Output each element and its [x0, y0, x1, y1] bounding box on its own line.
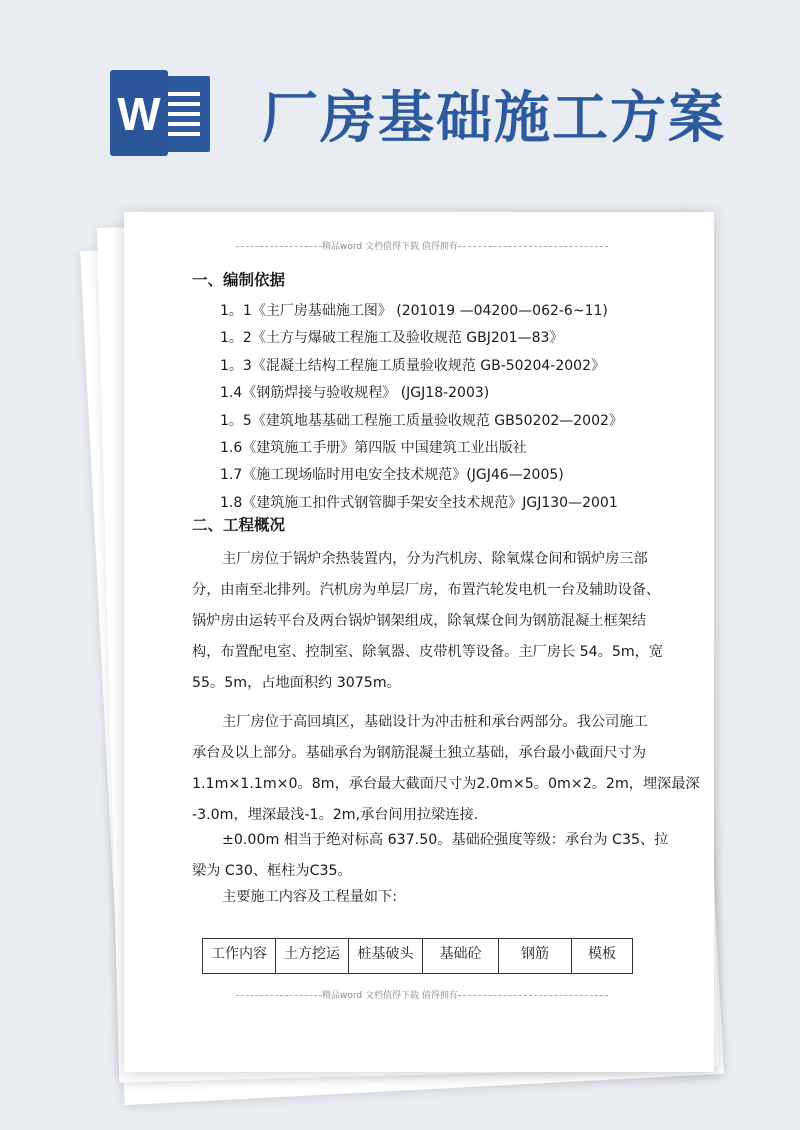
page-header [236, 239, 608, 252]
paragraph-line: 承台及以上部分。基础承台为钢筋混凝土独立基础，承台最小截面尺寸为 [192, 745, 647, 761]
paragraph-line: 主厂房位于高回填区，基础设计为冲击桩和承台两部分。我公司施工 [222, 714, 648, 730]
paragraph-line: 分，由南至北排列。汽机房为单层厂房，布置汽轮发电机一台及辅助设备、 [192, 582, 661, 598]
table-header-cell: 模板 [572, 939, 633, 974]
table-header-cell: 基础砼 [423, 939, 499, 974]
table-header-cell: 桩基破头 [349, 939, 423, 974]
quantity-table [202, 938, 633, 974]
reference-item: 1。5《建筑地基基础工程施工质量验收规范 GB50202—2002》 [220, 412, 623, 429]
overview-paragraph-1 [192, 544, 664, 699]
document-title: 厂房基础施工方案 [262, 85, 726, 151]
overview-paragraph-2 [192, 707, 700, 831]
reference-item: 1.6《建筑施工手册》第四版 中国建筑工业出版社 [220, 439, 527, 456]
paragraph-line: 构，布置配电室、控制室、除氧器、皮带机等设备。主厂房长 54。5m，宽 [192, 644, 664, 660]
reference-item: 1.7《施工现场临时用电安全技术规范》(JGJ46—2005) [220, 467, 564, 484]
reference-item: 1.4《钢筋焊接与验收规程》 (JGJ18-2003) [220, 385, 490, 402]
section-heading-overview: 二、工程概况 [192, 516, 286, 534]
word-doc-icon [110, 70, 212, 156]
table-header-cell: 工作内容 [203, 939, 276, 974]
table-header-cell: 土方挖运 [276, 939, 349, 974]
paragraph-line: 主要施工内容及工程量如下: [222, 889, 398, 905]
table-row [203, 939, 633, 974]
paragraph-line: 55。5m，占地面积约 3075m。 [192, 675, 401, 691]
reference-list [220, 301, 623, 520]
reference-item: 1。2《土方与爆破工程施工及验收规范 GBJ201—83》 [220, 330, 564, 347]
page-footer-text: 精品word 文档值得下载 值得拥有 [322, 991, 458, 1001]
word-letter: W [117, 88, 161, 140]
page-header-text: 精品word 文档值得下载 值得拥有 [322, 242, 458, 252]
paragraph-line: -3.0m，埋深最浅-1。2m,承台间用拉梁连接. [192, 807, 479, 823]
reference-item: 1.8《建筑施工扣件式钢管脚手架安全技术规范》JGJ130—2001 [220, 494, 618, 511]
paragraph-line: 1.1m×1.1m×0。8m，承台最大截面尺寸为2.0m×5。0m×2。2m，埋深最深 [192, 776, 700, 792]
document-page [124, 212, 714, 1072]
paragraph-line: 锅炉房由运转平台及两台锅炉钢架组成，除氧煤仓间为钢筋混凝土框架结 [192, 613, 647, 629]
overview-paragraph-4 [192, 882, 636, 913]
page-footer [236, 988, 608, 1001]
paragraph-line: 主厂房位于锅炉余热装置内，分为汽机房、除氧煤仓间和锅炉房三部 [222, 551, 648, 567]
paragraph-line: ±0.00m 相当于绝对标高 637.50。基础砼强度等级：承台为 C35、拉 [222, 832, 669, 848]
reference-item: 1。3《混凝土结构工程施工质量验收规范 GB-50204-2002》 [220, 357, 605, 374]
section-heading-basis: 一、编制依据 [192, 271, 286, 289]
paragraph-line: 梁为 C30、框柱为C35。 [192, 863, 352, 879]
overview-paragraph-3 [192, 825, 669, 887]
reference-item: 1。1《主厂房基础施工图》 (201019 —04200—062-6~11) [220, 303, 608, 319]
table-header-cell: 钢筋 [499, 939, 572, 974]
